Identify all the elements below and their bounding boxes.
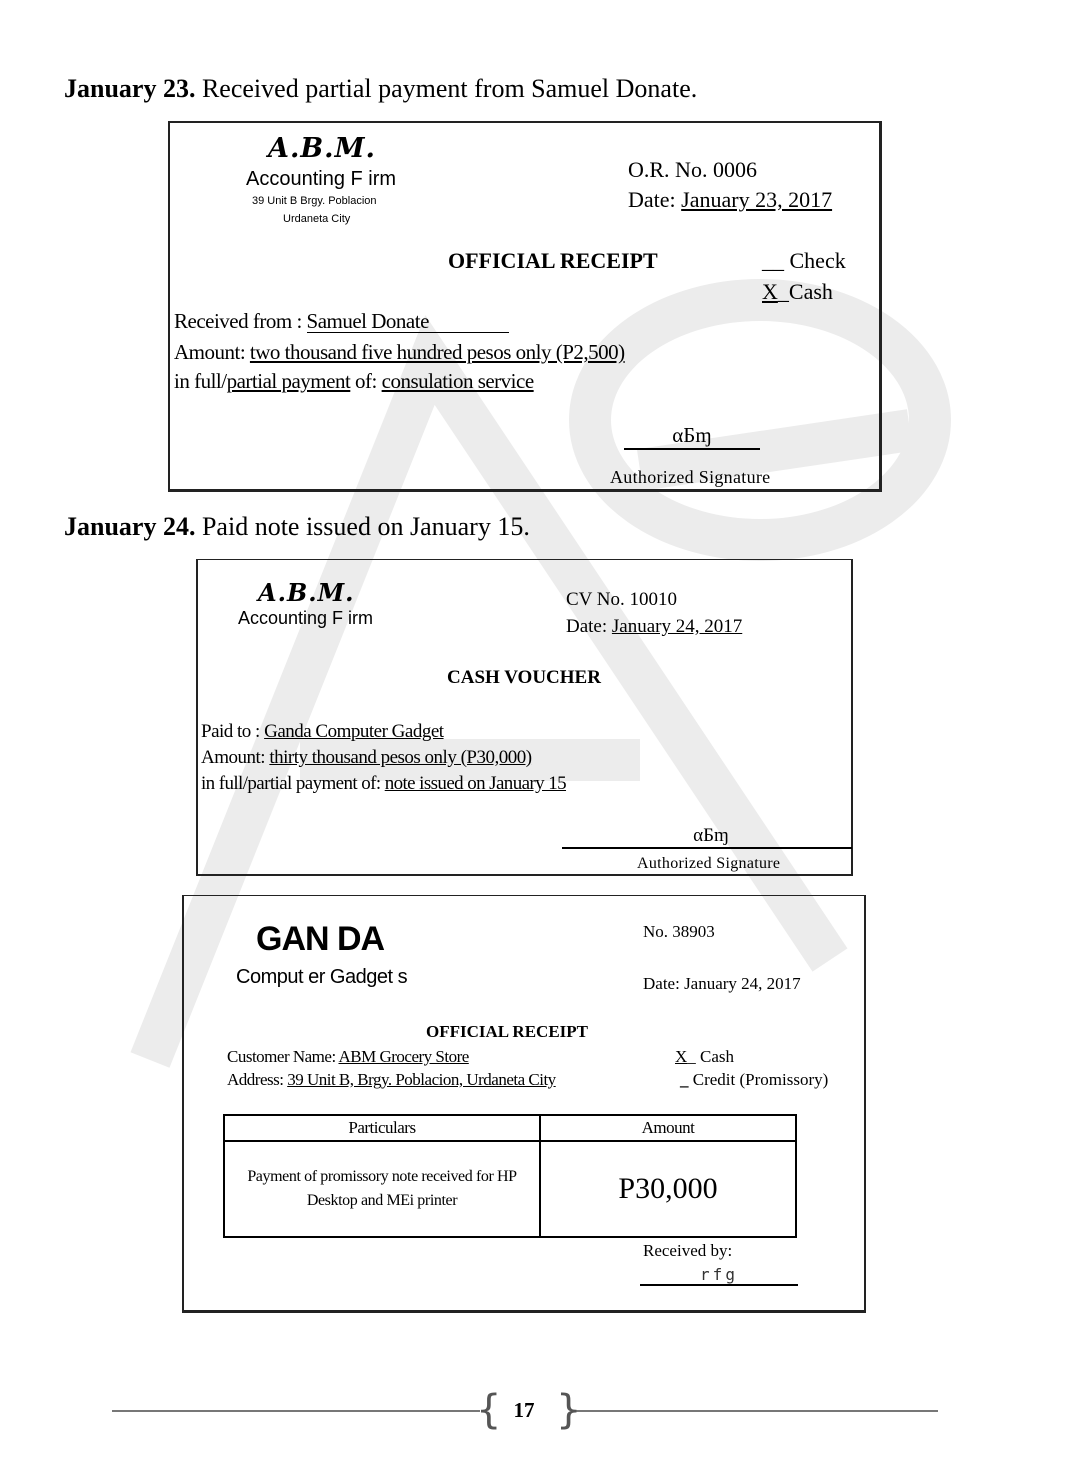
payment-value: consulation service: [381, 369, 534, 393]
voucher-signature-label: Authorized Signature: [637, 855, 781, 872]
receipt-date-value: January 23, 2017: [681, 187, 833, 212]
cv-number: CV No. 10010: [566, 589, 678, 610]
abm-logo-voucher: A.B.M.: [258, 578, 355, 607]
customer-name-label: Customer Name:: [227, 1047, 339, 1066]
cash-option: [762, 279, 833, 305]
ganda-tagline: Comput er Gadget s: [236, 966, 408, 988]
ganda-official-receipt: [182, 895, 866, 1313]
entry2-date: January 24.: [64, 512, 196, 541]
voucher-payment-label: in full/partial payment of:: [201, 773, 385, 794]
column-particulars: Particulars: [224, 1115, 540, 1141]
check-mark: __: [762, 248, 784, 273]
customer-address-label: Address:: [227, 1070, 288, 1089]
voucher-payment-value: note issued on January 15: [384, 773, 567, 794]
receipt-date: [628, 187, 832, 213]
paid-to-label: Paid to :: [201, 721, 265, 742]
received-from-value: Samuel Donate: [306, 309, 429, 333]
signature: αБɱ: [624, 423, 760, 450]
table-header-row: [224, 1115, 796, 1141]
cash-label: _Cash: [777, 279, 833, 304]
customer-address-row: [227, 1070, 556, 1090]
paid-to-row: [201, 721, 444, 743]
ganda-receipt-number: No. 38903: [643, 922, 715, 941]
amount-value: two thousand five hundred pesos only (P2,500): [249, 340, 625, 364]
payment-label-b: partial payment: [226, 369, 351, 393]
payment-label-c: of:: [350, 369, 382, 393]
entry2-text: Paid note issued on January 15.: [195, 512, 530, 541]
ganda-cash-option: [675, 1047, 734, 1067]
firm-address-line2: Urdaneta City: [283, 213, 351, 225]
footer-left-brace: {: [476, 1387, 502, 1433]
column-amount: Amount: [540, 1115, 796, 1141]
received-from-label: Received from :: [174, 309, 307, 333]
customer-name-value: ABM Grocery Store: [338, 1047, 469, 1066]
voucher-date-label: Date:: [566, 616, 612, 637]
ganda-receipt-date: Date: January 24, 2017: [643, 974, 801, 993]
ganda-credit-label: Credit (Promissory): [688, 1070, 829, 1089]
firm-name: Accounting F irm: [246, 168, 397, 190]
ganda-cash-label: _ Cash: [687, 1047, 735, 1066]
check-option: [762, 248, 846, 274]
payment-label-a: in full/: [174, 369, 227, 393]
particulars-cell: Payment of promissory note received for HP Desktop and MEi printer: [224, 1141, 540, 1237]
entry1-date: January 23.: [64, 74, 196, 103]
footer-rule-right: [574, 1410, 938, 1412]
customer-name-row: [227, 1047, 469, 1067]
customer-address-value: 39 Unit B, Brgy. Poblacion, Urdaneta City: [287, 1070, 556, 1089]
payment-row: [174, 369, 534, 394]
receipt-date-label: Date:: [628, 187, 682, 212]
voucher-amount-row: [201, 747, 532, 769]
cash-mark: X: [762, 279, 778, 304]
voucher-amount-label: Amount:: [201, 747, 270, 768]
entry1-text: Received partial payment from Samuel Donate.: [195, 74, 698, 103]
check-label: Check: [784, 248, 846, 273]
or-number: O.R. No. 0006: [628, 157, 757, 182]
voucher-date: [566, 616, 742, 638]
ganda-cash-mark: X: [675, 1047, 688, 1066]
firm-name-voucher: Accounting F irm: [238, 608, 374, 628]
authorized-signature-label: Authorized Signature: [610, 467, 771, 487]
footer-right-brace: }: [556, 1387, 582, 1433]
page-number: 17: [513, 1398, 535, 1422]
footer-rule-left: [112, 1410, 480, 1412]
voucher-amount-value: thirty thousand pesos only (P30,000): [269, 747, 532, 768]
received-by-label: Received by:: [643, 1241, 733, 1260]
paid-to-value: Ganda Computer Gadget: [264, 721, 444, 742]
amount-row: [174, 340, 625, 365]
entry1-heading: [64, 74, 697, 104]
ganda-credit-option: [680, 1070, 828, 1090]
receipt-title: OFFICIAL RECEIPT: [448, 248, 658, 273]
table-row: [224, 1141, 796, 1237]
ganda-receipt-title: OFFICIAL RECEIPT: [426, 1022, 588, 1041]
voucher-signature: αБɱ: [562, 825, 852, 849]
received-by-signature: rfg: [640, 1265, 798, 1286]
voucher-title: CASH VOUCHER: [447, 667, 601, 688]
ganda-brand: GAN DA: [256, 920, 385, 958]
voucher-payment-row: [201, 773, 566, 795]
firm-address-line1: 39 Unit B Brgy. Poblacion: [252, 195, 377, 207]
received-from-row: [174, 309, 509, 334]
official-receipt-abm: [168, 121, 882, 492]
particulars-table: [223, 1114, 797, 1238]
amount-label: Amount:: [174, 340, 250, 364]
abm-logo: A.B.M.: [268, 133, 376, 164]
amount-cell: P30,000: [540, 1141, 796, 1237]
cash-voucher: [196, 559, 853, 876]
ganda-credit-mark: _: [680, 1070, 689, 1089]
entry2-heading: [64, 512, 530, 542]
voucher-date-value: January 24, 2017: [611, 616, 743, 637]
